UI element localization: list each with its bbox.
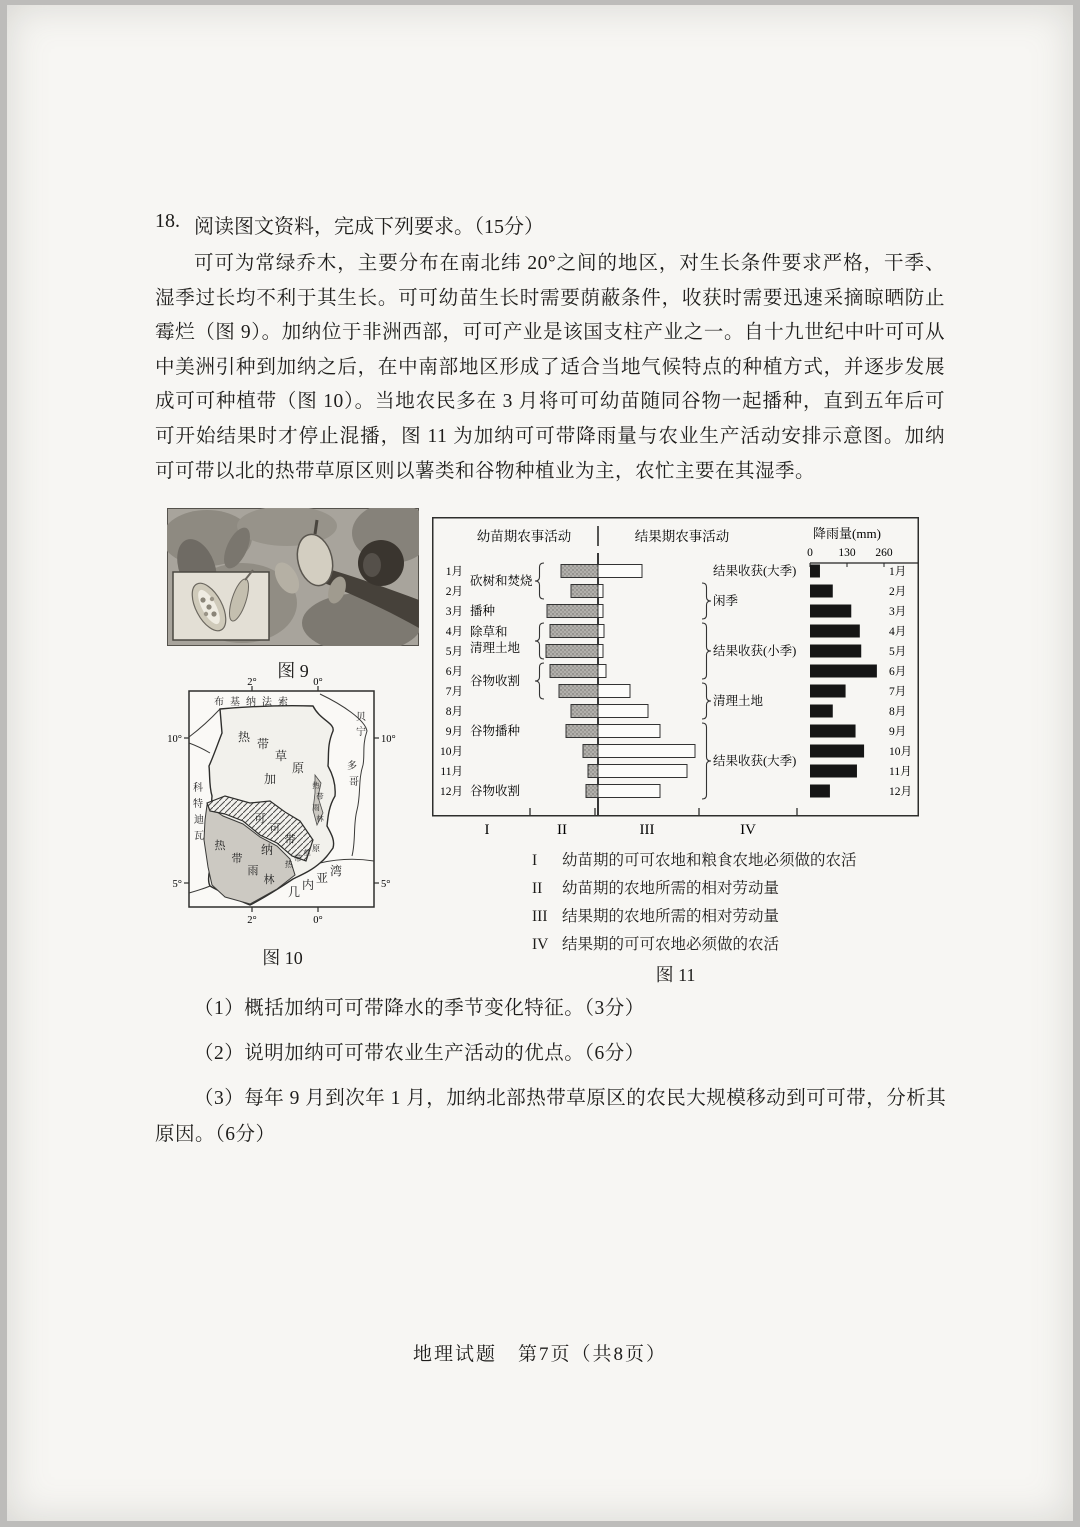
seedling-labor-bar xyxy=(586,785,598,798)
bearing-labor-bar xyxy=(598,645,603,658)
label-cocoa-belt: 可 xyxy=(269,823,281,835)
seedling-labor-bar xyxy=(583,745,598,758)
label-rainforest: 带 xyxy=(231,853,243,865)
bearing-activity-label: 闲季 xyxy=(713,594,739,608)
subquestion-2: （2）说明加纳可可带农业生产活动的优点。（6分） xyxy=(194,1043,645,1064)
month-label-left: 4月 xyxy=(445,626,463,638)
exam-page xyxy=(7,5,1073,1521)
label-savanna: 原 xyxy=(291,761,305,775)
figure10-caption: 图 10 xyxy=(262,948,303,968)
question-number: 18. xyxy=(155,210,180,232)
zone-label: III xyxy=(639,822,655,838)
chart-header-rainfall: 降雨量(mm) xyxy=(813,526,881,541)
label-savanna: 热 xyxy=(237,730,251,744)
month-label-left: 9月 xyxy=(445,726,463,738)
label-gulf-of-guinea: 湾 xyxy=(329,864,343,878)
legend-key: I xyxy=(532,852,538,869)
label-burkina-faso: 纳 xyxy=(246,697,256,708)
bearing-labor-bar xyxy=(598,585,603,598)
rainfall-bar xyxy=(810,665,877,678)
label-east-forest: 带 xyxy=(316,792,324,801)
coord-label: 2° xyxy=(247,677,257,688)
rainfall-bar xyxy=(810,565,820,578)
label-savanna: 草 xyxy=(274,749,288,763)
month-label-left: 12月 xyxy=(440,786,463,798)
seedling-group-brace xyxy=(535,623,544,659)
seedling-labor-bar xyxy=(550,625,598,638)
figure10 xyxy=(165,675,400,970)
month-label-left: 3月 xyxy=(445,606,463,618)
bearing-activity-label: 结果收获(大季) xyxy=(713,754,797,768)
seedling-labor-bar xyxy=(547,605,598,618)
month-label-right: 11月 xyxy=(889,766,912,778)
label-east-forest: 林 xyxy=(316,814,324,823)
label-cote-divoire: 特 xyxy=(193,799,203,810)
bearing-labor-bar xyxy=(598,685,630,698)
coord-label: 5° xyxy=(381,879,391,890)
month-label-left: 5月 xyxy=(445,646,463,658)
legend-text: 结果期的农地所需的相对劳动量 xyxy=(562,908,780,925)
coord-label: 2° xyxy=(247,915,257,926)
bearing-labor-bar xyxy=(598,625,604,638)
bearing-labor-bar xyxy=(598,665,606,678)
bearing-activity-label: 清理土地 xyxy=(713,694,764,708)
seedling-group-brace xyxy=(535,563,544,599)
label-cote-divoire: 迪 xyxy=(194,815,204,826)
month-label-right: 4月 xyxy=(889,626,907,638)
chart-header-seedling: 幼苗期农事活动 xyxy=(476,529,572,544)
coord-label: 10° xyxy=(381,734,396,745)
label-rainforest: 雨 xyxy=(247,865,259,877)
coord-label: 10° xyxy=(167,734,182,745)
seedling-labor-bar xyxy=(588,765,598,778)
bearing-group-brace xyxy=(702,683,711,719)
label-cote-divoire: 瓦 xyxy=(194,831,204,842)
month-label-left: 8月 xyxy=(445,706,463,718)
figure9-caption: 图 9 xyxy=(277,661,309,681)
rainfall-bar xyxy=(810,625,860,638)
seedling-labor-bar xyxy=(559,685,598,698)
month-label-left: 7月 xyxy=(445,686,463,698)
month-label-right: 10月 xyxy=(889,746,912,758)
subquestion-3: （3）每年 9 月到次年 1 月，加纳北部热带草原区的农民大规模移动到可可带，分析其原因。（6分） xyxy=(155,1088,947,1145)
figure11-caption: 图 11 xyxy=(655,965,696,985)
rainfall-bar xyxy=(810,785,830,798)
bearing-group-brace xyxy=(702,583,711,619)
month-label-left: 2月 xyxy=(445,586,463,598)
bearing-labor-bar xyxy=(598,785,660,798)
figure11-chart xyxy=(432,517,919,841)
bearing-labor-bar xyxy=(598,705,648,718)
legend-row xyxy=(532,931,919,959)
label-gulf-of-guinea: 亚 xyxy=(315,871,329,885)
label-east-forest: 雨 xyxy=(312,803,320,812)
rainfall-bar xyxy=(810,765,857,778)
legend-row xyxy=(532,875,919,903)
legend-text: 结果期的可可农地必须做的农活 xyxy=(562,936,780,953)
label-burkina-faso: 布 xyxy=(214,697,224,708)
month-label-right: 5月 xyxy=(889,646,907,658)
seedling-labor-bar xyxy=(571,585,598,598)
rain-axis-tick-label: 130 xyxy=(838,547,856,559)
label-coastal-savanna: 原 xyxy=(312,844,320,853)
bearing-group-brace xyxy=(702,623,711,679)
seedling-activity-label: 谷物收割 xyxy=(470,674,521,688)
seedling-activity-label: 谷物播种 xyxy=(470,724,521,738)
figure11-legend xyxy=(532,847,919,959)
month-label-right: 1月 xyxy=(889,566,907,578)
coord-label: 5° xyxy=(172,879,182,890)
label-ghana: 纳 xyxy=(260,843,274,857)
bearing-activity-label: 结果收获(小季) xyxy=(713,644,797,658)
rainfall-bar xyxy=(810,685,846,698)
month-label-left: 11月 xyxy=(440,766,463,778)
subquestions xyxy=(155,991,957,1162)
legend-text: 幼苗期的农地所需的相对劳动量 xyxy=(562,880,780,897)
seedling-activity-label: 播种 xyxy=(470,604,496,618)
seedling-activity-label: 谷物收割 xyxy=(470,784,521,798)
seedling-labor-bar xyxy=(566,725,598,738)
coord-label: 0° xyxy=(313,677,323,688)
label-gulf-of-guinea: 内 xyxy=(301,878,315,892)
rainfall-bar xyxy=(810,745,864,758)
figure9-photo xyxy=(167,508,419,646)
rainfall-bar xyxy=(810,605,851,618)
month-label-right: 8月 xyxy=(889,706,907,718)
label-benin: 宁 xyxy=(356,727,366,738)
seedling-labor-bar xyxy=(546,645,598,658)
seedling-activity-label: 砍树和焚烧 xyxy=(470,574,533,588)
month-label-right: 6月 xyxy=(889,666,907,678)
label-togo: 哥 xyxy=(349,777,359,788)
seedling-activity-label: 除草和 xyxy=(470,625,508,639)
zone-label: IV xyxy=(740,822,756,838)
legend-key: II xyxy=(532,880,543,897)
bearing-activity-label: 结果收获(大季) xyxy=(713,564,797,578)
label-ghana: 加 xyxy=(263,772,277,786)
label-rainforest: 林 xyxy=(263,874,275,886)
label-rainforest: 热 xyxy=(214,840,226,852)
label-benin: 贝 xyxy=(356,712,366,723)
month-label-left: 10月 xyxy=(440,746,463,758)
month-label-left: 1月 xyxy=(445,566,463,578)
label-burkina-faso: 索 xyxy=(278,697,288,708)
zone-label: II xyxy=(557,822,567,838)
legend-key: III xyxy=(532,908,548,925)
question-prompt: 阅读图文资料，完成下列要求。（15分） xyxy=(194,216,544,238)
figure11 xyxy=(432,517,919,987)
bearing-labor-bar xyxy=(598,765,687,778)
rainfall-bar xyxy=(810,725,856,738)
month-label-right: 9月 xyxy=(889,726,907,738)
bearing-labor-bar xyxy=(598,745,695,758)
rain-axis-tick-label: 260 xyxy=(875,547,893,559)
month-label-right: 3月 xyxy=(889,606,907,618)
zone-label: I xyxy=(484,822,490,838)
label-togo: 多 xyxy=(347,761,357,772)
label-cocoa-belt: 带 xyxy=(284,834,296,846)
question-header xyxy=(155,210,544,239)
bearing-labor-bar xyxy=(598,605,603,618)
rainfall-bar xyxy=(810,705,833,718)
month-label-right: 2月 xyxy=(889,586,907,598)
bearing-labor-bar xyxy=(598,725,660,738)
question-paragraph: 可可为常绿乔木，主要分布在南北纬 20°之间的地区，对生长条件要求严格，干季、湿季过长均不利于其生长。可可幼苗生长时需要荫蔽条件，收获时需要迅速采摘晾晒防止霉烂（图 9）。加纳位于非洲西部，可可产业是该国支柱产业之一。自十九世纪中叶可可从中美洲引种到加纳之后，在中南部地区形成了适合当地气候特点的种植方式，并逐步发展成可可种植带（图 10）。当地农民多在 3 月将可可幼苗随同谷物一起播种，直到五年后可可开始结果时才停止混播，图 11 为加纳可可带降雨量与农业生产活动安排示意图。加纳可可带以北的热带草原区则以薯类和谷物种植业为主，农忙主要在其湿季。 xyxy=(155,253,945,482)
seedling-labor-bar xyxy=(571,705,598,718)
label-savanna: 带 xyxy=(256,737,270,751)
rainfall-bar xyxy=(810,645,861,658)
month-label-right: 7月 xyxy=(889,686,907,698)
legend-text: 幼苗期的可可农地和粮食农地必须做的农活 xyxy=(562,852,857,869)
bearing-group-brace xyxy=(702,723,711,799)
seedling-activity-label: 清理土地 xyxy=(470,641,521,655)
figure10-map xyxy=(165,675,400,933)
label-gulf-of-guinea: 几 xyxy=(287,885,301,899)
label-burkina-faso: 法 xyxy=(262,697,272,708)
label-east-forest: 热 xyxy=(312,781,320,790)
label-cocoa-belt: 可 xyxy=(254,813,266,825)
coord-label: 0° xyxy=(313,915,323,926)
month-label-right: 12月 xyxy=(889,786,912,798)
seedling-labor-bar xyxy=(550,665,598,678)
label-burkina-faso: 基 xyxy=(230,697,240,708)
rain-axis-tick-label: 0 xyxy=(807,547,813,559)
label-cote-divoire: 科 xyxy=(193,783,203,794)
figure9 xyxy=(167,508,419,683)
seedling-group-brace xyxy=(535,663,544,699)
seedling-labor-bar xyxy=(561,565,598,578)
page-footer: 地理试题 第7页（共8页） xyxy=(412,1344,667,1365)
label-coastal-savanna: 带 xyxy=(294,854,302,863)
label-coastal-savanna: 热 xyxy=(285,860,293,869)
subquestion-1: （1）概括加纳可可带降水的季节变化特征。（3分） xyxy=(194,998,645,1019)
label-coastal-savanna: 草 xyxy=(303,849,311,858)
chart-header-bearing: 结果期农事活动 xyxy=(634,529,730,544)
rainfall-bar xyxy=(810,585,833,598)
month-label-left: 6月 xyxy=(445,666,463,678)
legend-row xyxy=(532,903,919,931)
legend-row xyxy=(532,847,919,875)
legend-key: IV xyxy=(532,936,549,953)
bearing-labor-bar xyxy=(598,565,642,578)
